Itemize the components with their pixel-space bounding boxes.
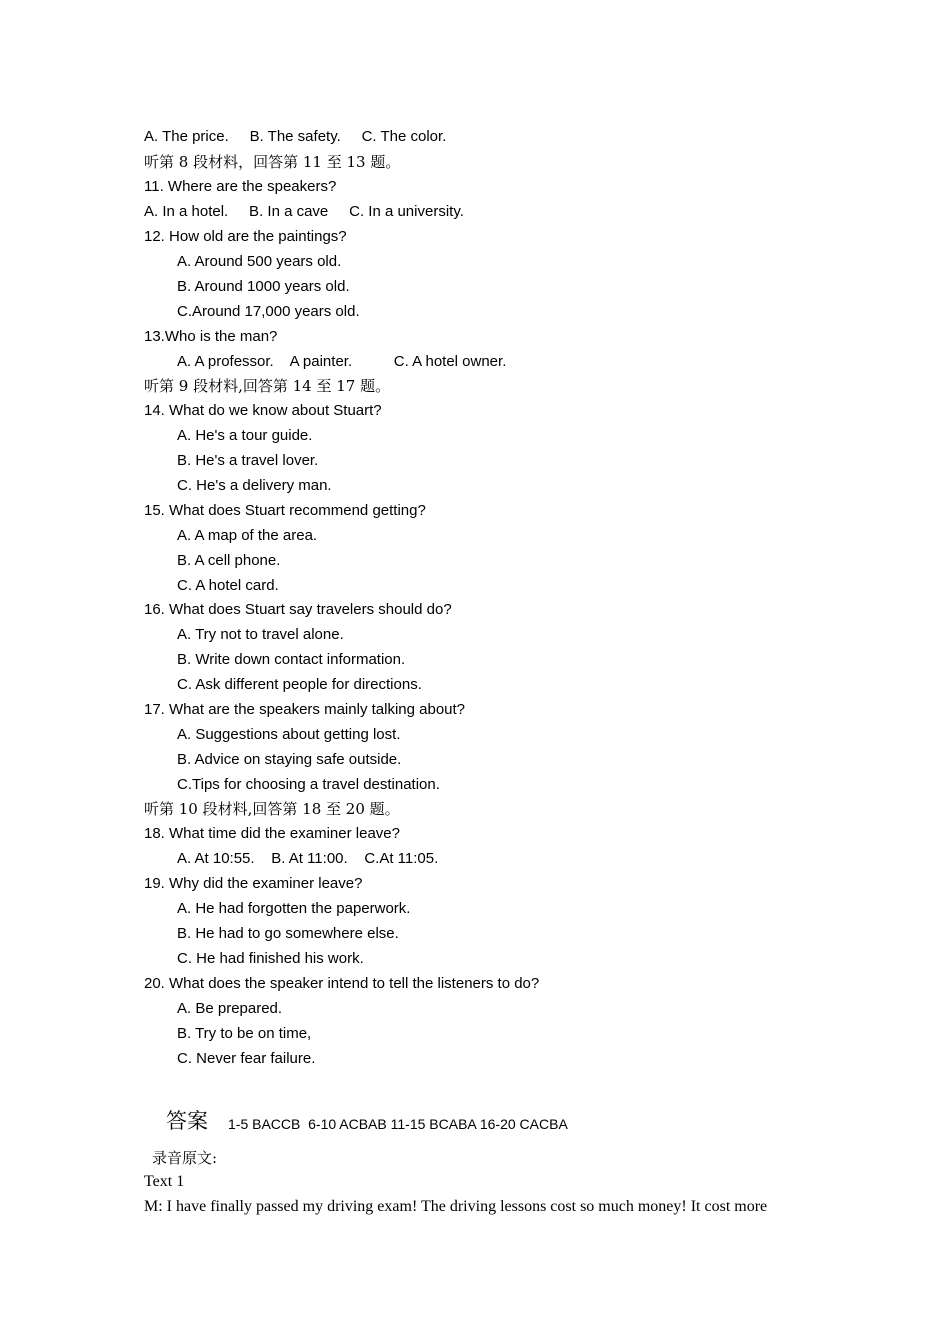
question-13: 13.Who is the man?: [144, 328, 278, 345]
q17-option-c: C.Tips for choosing a travel destination.: [177, 776, 440, 793]
q16-option-c: C. Ask different people for directions.: [177, 676, 422, 693]
q15-option-a: A. A map of the area.: [177, 527, 318, 544]
q13-options: A. A professor. A painter. C. A hotel owner.: [177, 353, 507, 370]
q15-option-b: B. A cell phone.: [177, 552, 281, 569]
q20-option-b: B. Try to be on time,: [177, 1025, 312, 1042]
question-12: 12. How old are the paintings?: [144, 228, 347, 245]
transcript-heading: 录音原文:: [152, 1149, 218, 1167]
q16-option-b: B. Write down contact information.: [177, 651, 406, 668]
question-20: 20. What does the speaker intend to tell the listeners to do?: [144, 975, 540, 992]
transcript-text-label: Text 1: [144, 1173, 185, 1190]
question-19: 19. Why did the examiner leave?: [144, 875, 363, 892]
q12-option-b: B. Around 1000 years old.: [177, 278, 350, 295]
q10-options: A. The price. B. The safety. C. The color.: [144, 128, 447, 145]
question-17: 17. What are the speakers mainly talking about?: [144, 701, 466, 718]
q14-option-b: B. He's a travel lover.: [177, 452, 319, 469]
q17-option-b: B. Advice on staying safe outside.: [177, 751, 402, 768]
q19-option-c: C. He had finished his work.: [177, 950, 364, 967]
q20-option-c: C. Never fear failure.: [177, 1050, 316, 1067]
q19-option-a: A. He had forgotten the paperwork.: [177, 900, 411, 917]
q20-option-a: A. Be prepared.: [177, 1000, 283, 1017]
q16-option-a: A. Try not to travel alone.: [177, 626, 344, 643]
q15-option-c: C. A hotel card.: [177, 577, 279, 594]
q19-option-b: B. He had to go somewhere else.: [177, 925, 399, 942]
question-15: 15. What does Stuart recommend getting?: [144, 502, 426, 519]
q14-option-a: A. He's a tour guide.: [177, 427, 313, 444]
section-10-instruction: 听第 10 段材料,回答第 18 至 20 题。: [144, 800, 400, 818]
question-16: 16. What does Stuart say travelers should do?: [144, 601, 452, 618]
q12-option-c: C.Around 17,000 years old.: [177, 303, 360, 320]
section-8-instruction: 听第 8 段材料，回答第 11 至 13 题。: [144, 153, 401, 171]
answer-keys: 1-5 BACCB 6-10 ACBAB 11-15 BCABA 16-20 CACBA: [228, 1116, 568, 1132]
question-14: 14. What do we know about Stuart?: [144, 402, 382, 419]
transcript-first-line: M: I have finally passed my driving exam! The driving lessons cost so much money! It cost more: [144, 1198, 768, 1215]
q14-option-c: C. He's a delivery man.: [177, 477, 332, 494]
q17-option-a: A. Suggestions about getting lost.: [177, 726, 401, 743]
answer-heading: 答案: [166, 1109, 208, 1133]
q12-option-a: A. Around 500 years old.: [177, 253, 342, 270]
question-18: 18. What time did the examiner leave?: [144, 825, 400, 842]
question-11: 11. Where are the speakers?: [144, 178, 337, 195]
section-9-instruction: 听第 9 段材料,回答第 14 至 17 题。: [144, 377, 391, 395]
q18-options: A. At 10:55. B. At 11:00. C.At 11:05.: [177, 850, 439, 867]
q11-options: A. In a hotel. B. In a cave C. In a university.: [144, 203, 464, 220]
